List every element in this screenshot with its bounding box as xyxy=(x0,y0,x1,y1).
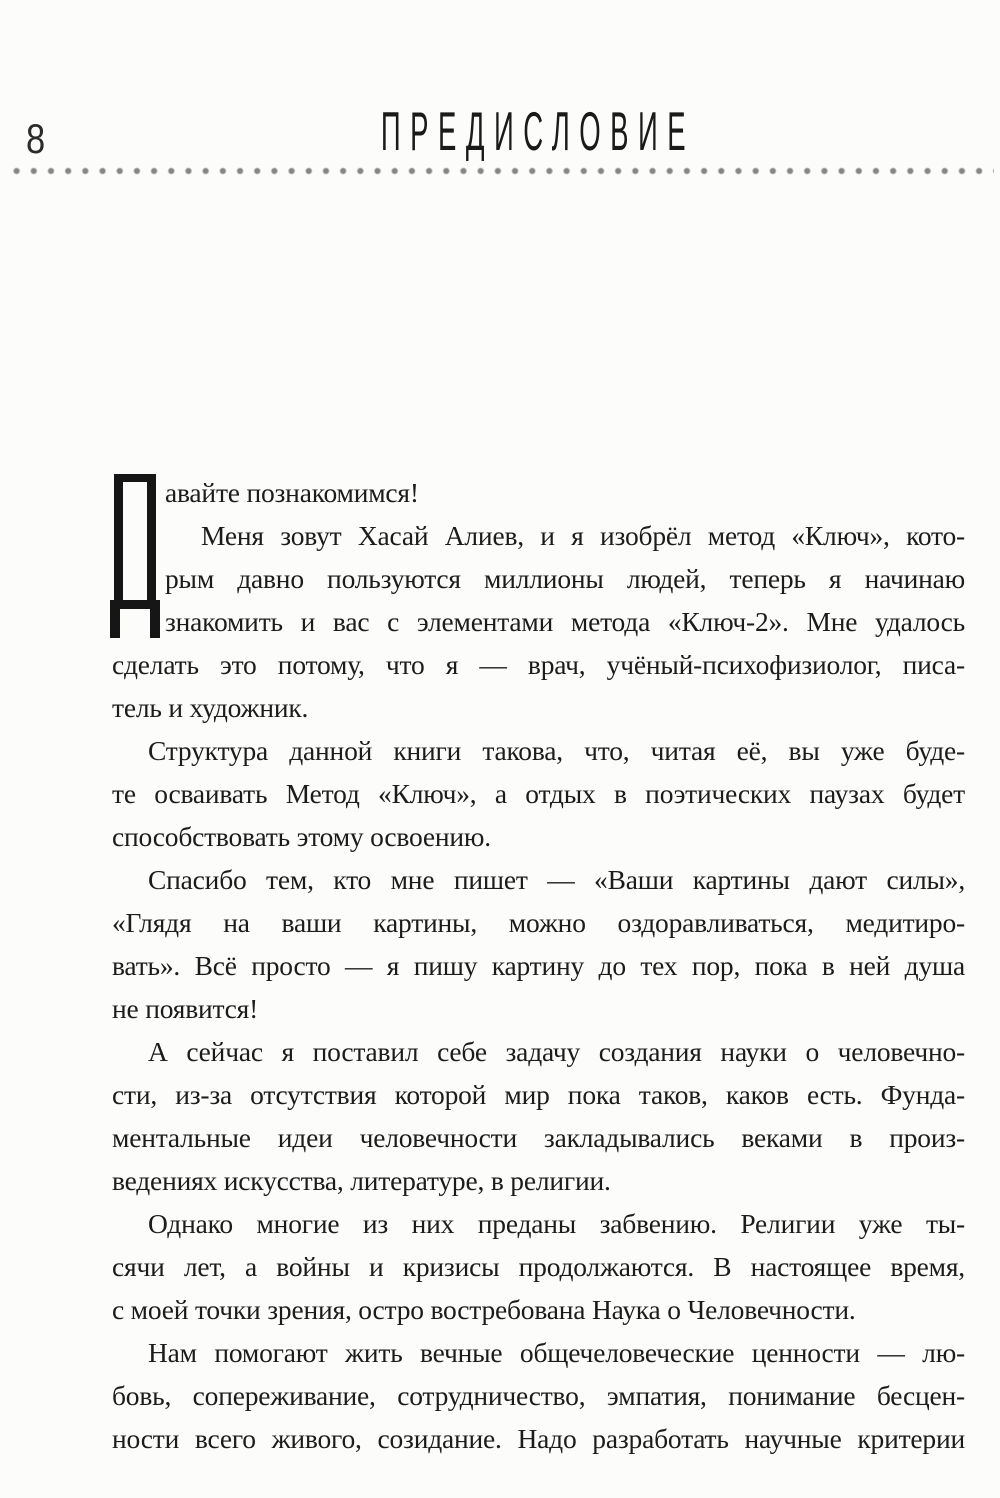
page-number: 8 xyxy=(26,115,46,162)
text-line: вать». Всё просто — я пишу картину до тех пор, пока в ней душа xyxy=(112,950,965,981)
paragraph xyxy=(112,858,965,1030)
drop-cap-glyph xyxy=(110,474,160,638)
text-line: бовь, сопереживание, сотрудничество, эмпатия, понимание бесцен- xyxy=(112,1380,965,1411)
text-line: Нам помогают жить вечные общечеловеческие ценности — лю- xyxy=(148,1337,965,1368)
text-line: сти, из-за отсутствия которой мир пока таков, каков есть. Фунда- xyxy=(112,1079,965,1110)
drop-cap-letter-D xyxy=(110,474,165,640)
chapter-title: ПРЕДИСЛОВИЕ xyxy=(380,100,696,162)
text-line: авайте познакомимся! xyxy=(165,477,419,508)
text-line: знакомить и вас с элементами метода «Ключ-2». Мне удалось xyxy=(165,606,965,637)
text-line: Спасибо тем, кто мне пишет — «Ваши картины дают силы», xyxy=(148,864,965,895)
text-line: рым давно пользуются миллионы людей, теперь я начинаю xyxy=(165,563,965,594)
paragraph xyxy=(112,1202,965,1460)
text-line: тель и художник. xyxy=(112,692,309,723)
body-text xyxy=(112,471,965,1460)
ornament-dots-divider xyxy=(6,167,994,175)
text-line: способствовать этому освоению. xyxy=(112,821,491,852)
text-line: те осваивать Метод «Ключ», а отдых в поэтических паузах будет xyxy=(112,778,965,809)
paragraph xyxy=(112,471,965,514)
text-line: ности всего живого, созидание. Надо разработать научные критерии xyxy=(112,1423,965,1454)
text-line: Меня зовут Хасай Алиев, и я изобрёл метод «Ключ», кото- xyxy=(201,520,965,551)
text-line: «Глядя на ваши картины, можно оздоравливаться, медитиро- xyxy=(112,907,965,938)
text-line: ведениях искусства, литературе, в религии. xyxy=(112,1165,611,1196)
text-line: не появится! xyxy=(112,993,259,1024)
paragraph xyxy=(112,514,965,729)
text-line: А сейчас я поставил себе задачу создания науки о человечно- xyxy=(148,1036,965,1067)
text-line: Структура данной книги такова, что, читая её, вы уже буде- xyxy=(148,735,965,766)
paragraph xyxy=(112,1030,965,1202)
text-line: с моей точки зрения, остро востребована Наука о Человечности. xyxy=(112,1294,856,1325)
text-line: Однако многие из них преданы забвению. Религии уже ты- xyxy=(148,1208,965,1239)
text-line: ментальные идеи человечности закладывались веками в произ- xyxy=(112,1122,965,1153)
text-line: сделать это потому, что я — врач, учёный-психофизиолог, писа- xyxy=(112,649,965,680)
paragraph xyxy=(112,729,965,858)
text-line: сячи лет, а войны и кризисы продолжаются. В настоящее время, xyxy=(112,1251,965,1282)
